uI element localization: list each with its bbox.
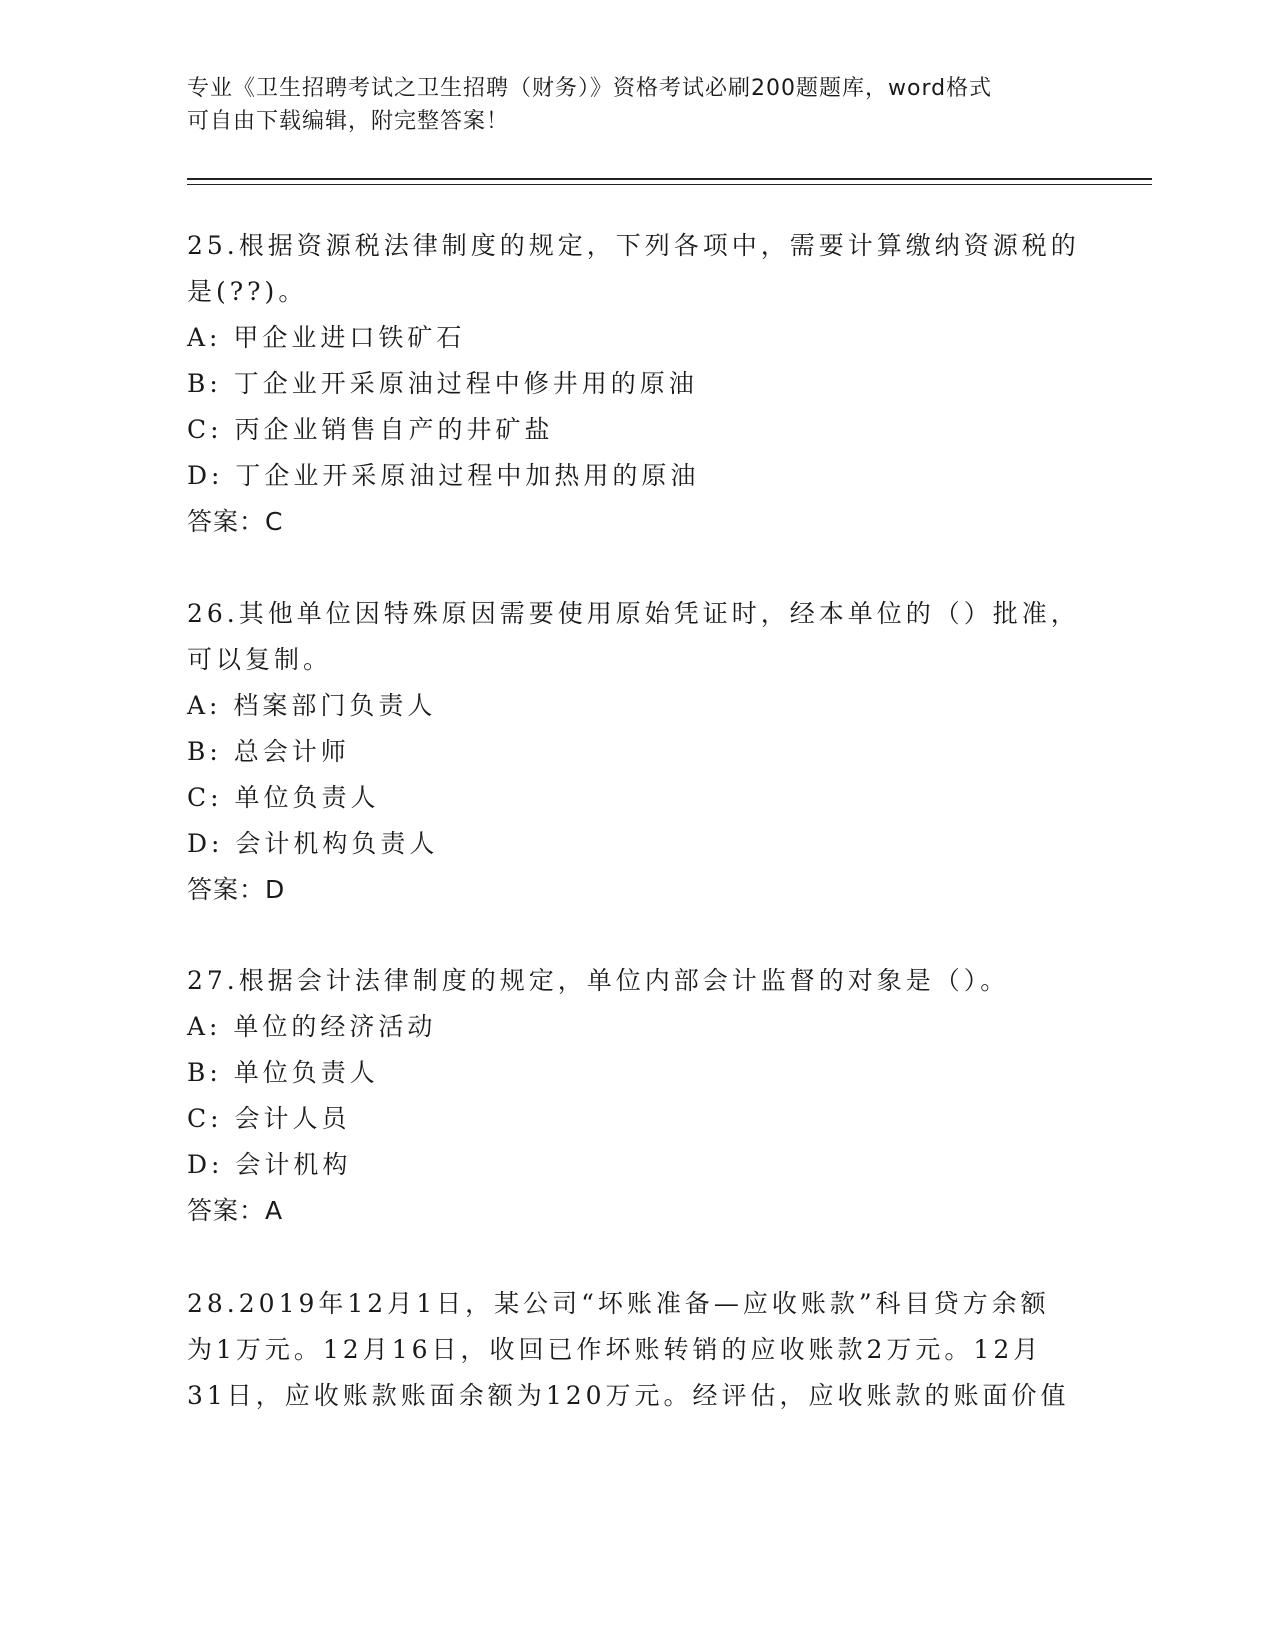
question-26: [187, 591, 1087, 913]
option-c: C: 会计人员: [187, 1104, 351, 1133]
question-27: [187, 958, 1087, 1234]
question-text-line: 31日，应收账款账面余额为120万元。经评估，应收账款的账面价值: [187, 1381, 1070, 1410]
question-text-line: 是(??)。: [187, 277, 308, 306]
option-a: A: 单位的经济活动: [187, 1012, 437, 1041]
question-text-line: 可以复制。: [187, 645, 333, 674]
header-line-2: 可自由下载编辑，附完整答案！: [187, 109, 510, 134]
option-d: D: 会计机构: [187, 1150, 352, 1179]
answer: 答案：D: [187, 875, 286, 904]
option-b: B: 总会计师: [187, 737, 350, 766]
question-text-line: 28.2019年12月1日，某公司“坏账准备—应收账款”科目贷方余额: [187, 1289, 1050, 1318]
answer: 答案：C: [187, 507, 284, 536]
option-a: A: 档案部门负责人: [187, 691, 437, 720]
header-line-1: 专业《卫生招聘考试之卫生招聘（财务）》资格考试必刷200题题库，word格式: [187, 76, 993, 101]
document-header: [187, 72, 1087, 138]
option-d: D: 会计机构负责人: [187, 829, 439, 858]
question-text-line: 26.其他单位因特殊原因需要使用原始凭证时，经本单位的（）批准，: [187, 599, 1080, 628]
option-d: D: 丁企业开采原油过程中加热用的原油: [187, 461, 700, 490]
option-b: B: 单位负责人: [187, 1058, 379, 1087]
question-28: [187, 1281, 1087, 1419]
option-c: C: 单位负责人: [187, 783, 380, 812]
question-text-line: 27.根据会计法律制度的规定，单位内部会计监督的对象是（）。: [187, 966, 1010, 995]
answer: 答案：A: [187, 1196, 284, 1225]
option-a: A: 甲企业进口铁矿石: [187, 323, 466, 352]
question-text-line: 为1万元。12月16日，收回已作坏账转销的应收账款2万元。12月: [187, 1335, 1043, 1364]
question-25: [187, 223, 1087, 545]
option-c: C: 丙企业销售自产的井矿盐: [187, 415, 554, 444]
question-text-line: 25.根据资源税法律制度的规定，下列各项中，需要计算缴纳资源税的: [187, 231, 1080, 260]
option-b: B: 丁企业开采原油过程中修井用的原油: [187, 369, 698, 398]
header-divider-thin: [187, 184, 1152, 185]
header-divider-thick: [187, 178, 1152, 180]
